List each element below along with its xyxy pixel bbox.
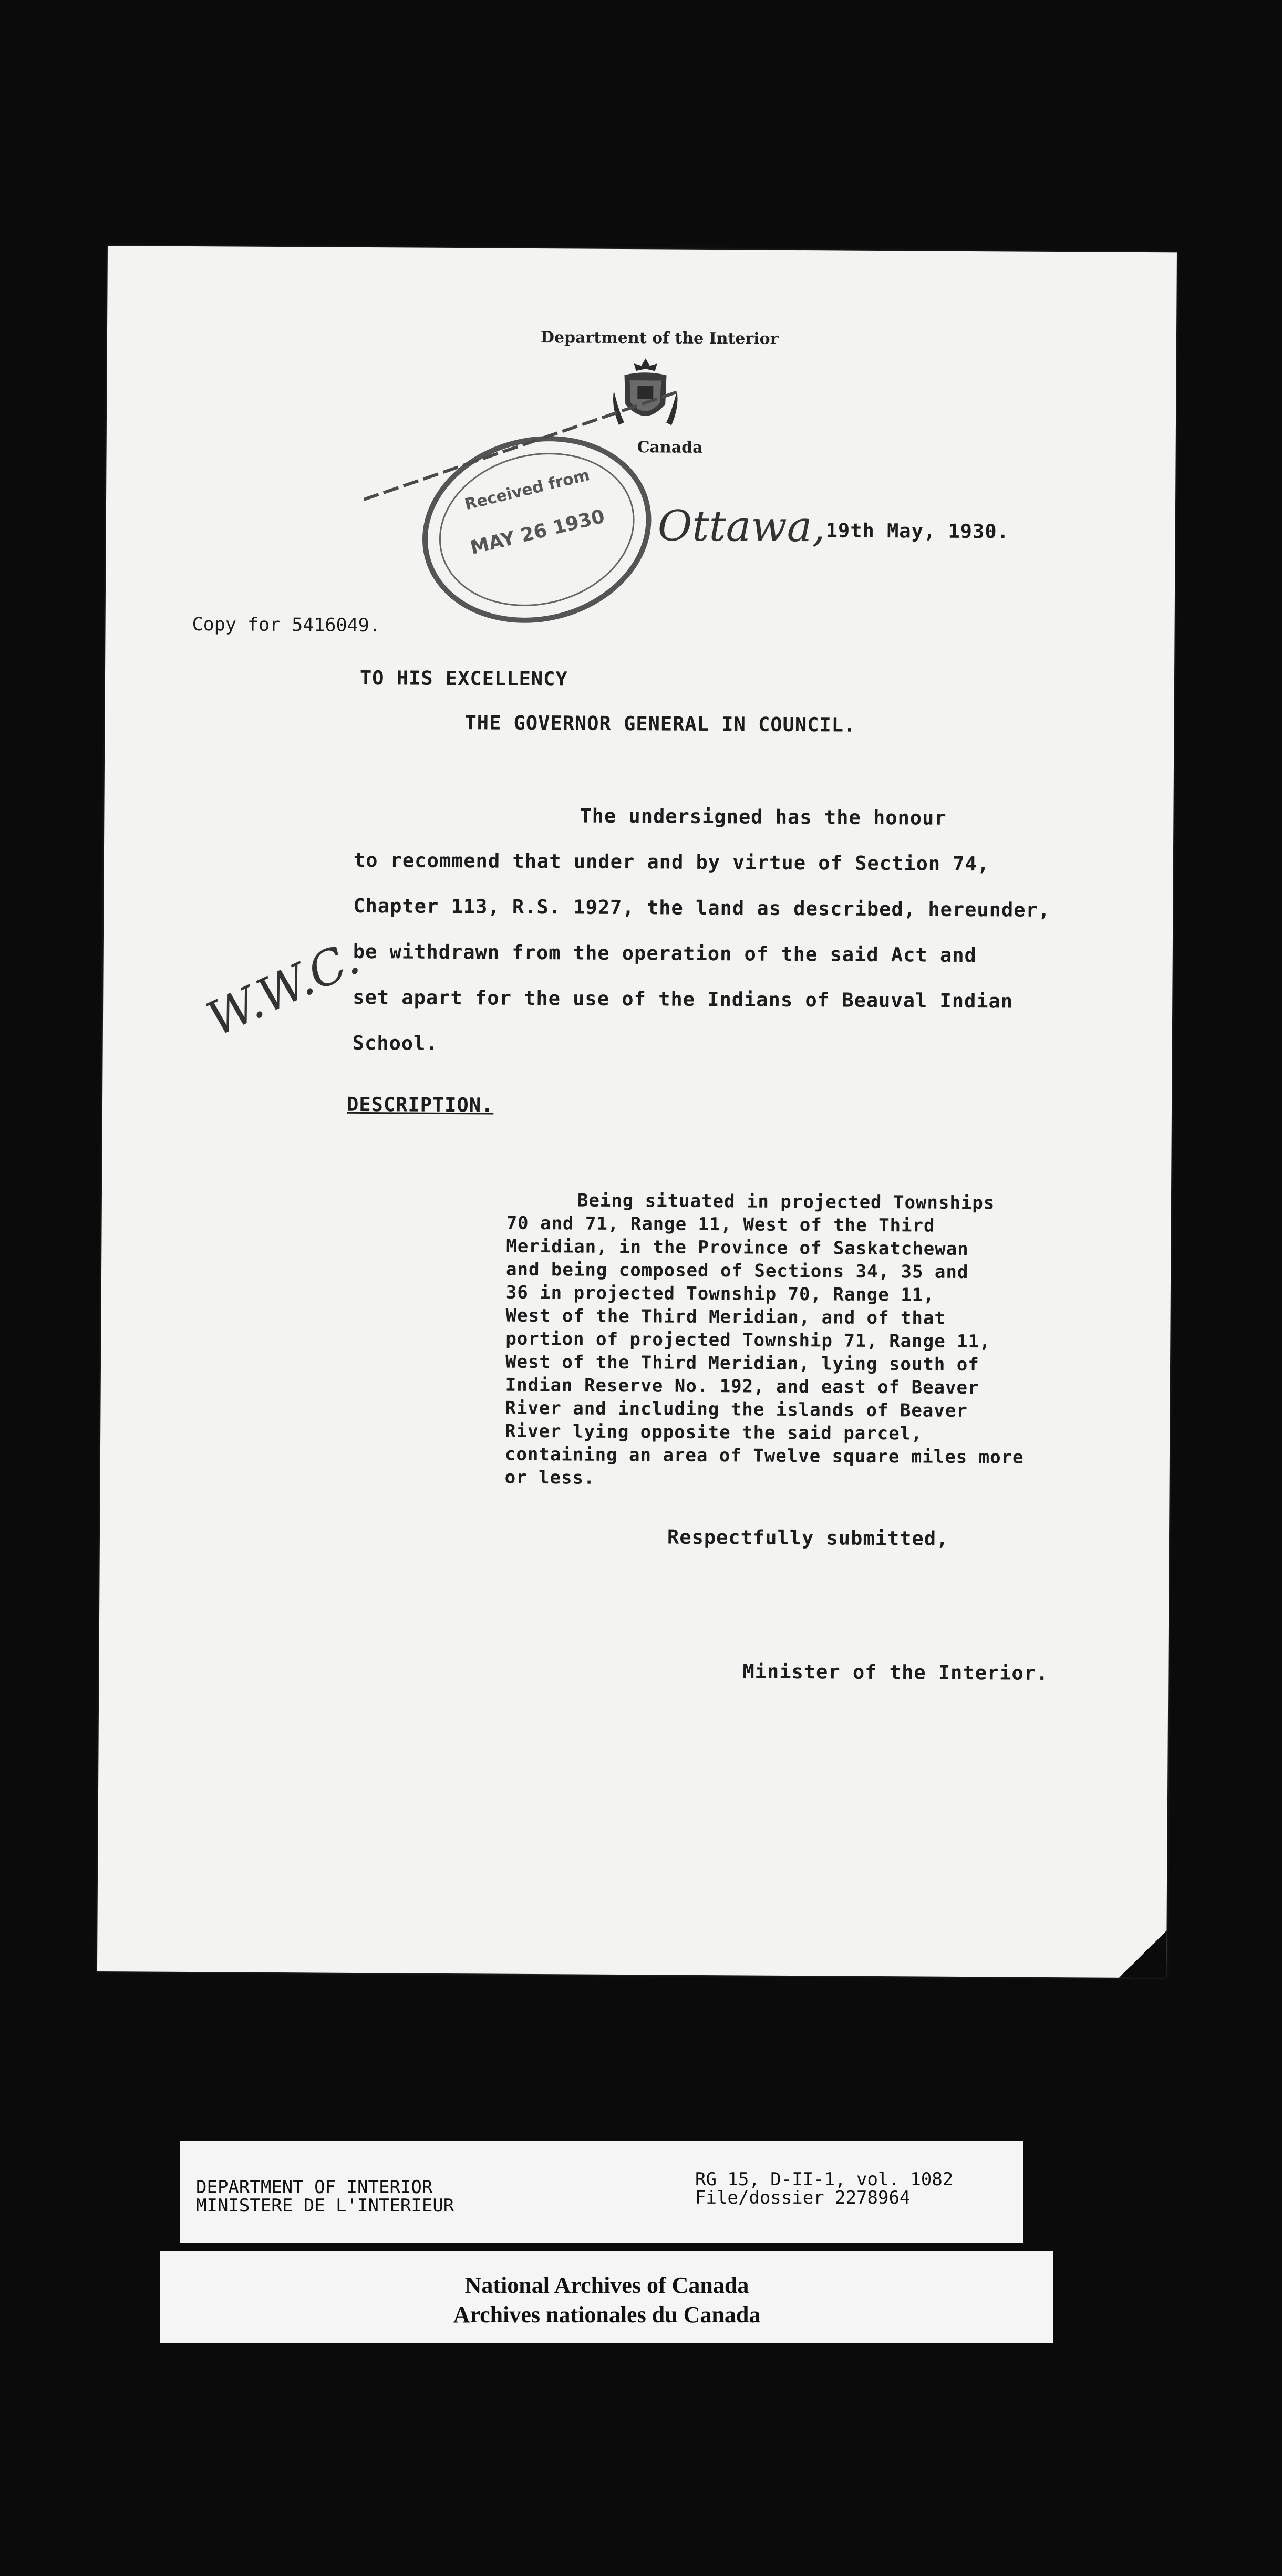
- letterhead-country: Canada: [637, 438, 703, 457]
- copy-reference: Copy for 5416049.: [192, 614, 380, 637]
- description-line: West of the Third Meridian, lying south of: [505, 1351, 979, 1376]
- description-line: 36 in projected Township 70, Range 11,: [505, 1282, 935, 1306]
- letterhead-department: Department of the Interior: [540, 328, 779, 348]
- recommendation-line: The undersigned has the honour: [580, 804, 947, 829]
- archive-file-number: File/dossier 2278964: [695, 2187, 911, 2208]
- document-page: [97, 246, 1177, 1978]
- closing: Respectfully submitted,: [667, 1525, 949, 1550]
- description-line: Being situated in projected Townships: [577, 1190, 995, 1214]
- description-line: portion of projected Township 71, Range 11,: [505, 1328, 991, 1353]
- archive-department-fr: MINISTERE DE L'INTERIEUR: [196, 2195, 454, 2216]
- margin-initials: W.W.C.: [199, 930, 368, 1047]
- letter-date: 19th May, 1930.: [825, 519, 1009, 543]
- stamp-line-mark: [364, 379, 701, 517]
- archive-department-en: DEPARTMENT OF INTERIOR: [196, 2177, 433, 2198]
- description-line: or less.: [504, 1467, 595, 1489]
- recommendation-line: be withdrawn from the operation of the said Act and: [353, 940, 977, 967]
- description-line: containing an area of Twelve square miles more: [504, 1443, 1024, 1468]
- recommendation-line: to recommend that under and by virtue of Section 74,: [353, 848, 990, 876]
- archive-reference-label: [180, 2141, 1023, 2243]
- archive-record-group: RG 15, D-II-1, vol. 1082: [695, 2169, 954, 2190]
- description-line: 70 and 71, Range 11, West of the Third: [506, 1212, 935, 1237]
- stamp-top-text: Received from: [463, 465, 592, 514]
- description-heading: DESCRIPTION.: [346, 1093, 494, 1117]
- addressee-line-1: TO HIS EXCELLENCY: [359, 666, 568, 691]
- description-line: River and including the islands of Beaver: [505, 1397, 968, 1422]
- recommendation-line: School.: [352, 1031, 438, 1055]
- archive-banner: [160, 2251, 1053, 2343]
- folded-corner: [1119, 1930, 1167, 1978]
- description-line: and being composed of Sections 34, 35 and: [505, 1259, 969, 1283]
- stamp-date: MAY 26 1930: [468, 505, 607, 559]
- description-line: River lying opposite the said parcel,: [505, 1420, 923, 1445]
- description-line: West of the Third Meridian, and of that: [505, 1305, 946, 1329]
- description-line: Indian Reserve No. 192, and east of Beaver: [505, 1374, 979, 1399]
- archive-banner-fr: Archives nationales du Canada: [453, 2302, 761, 2328]
- description-line: Meridian, in the Province of Saskatchewan: [506, 1235, 969, 1260]
- city-handwritten: Ottawa,: [657, 501, 826, 552]
- signatory: Minister of the Interior.: [742, 1660, 1049, 1685]
- recommendation-line: Chapter 113, R.S. 1927, the land as described, hereunder,: [353, 894, 1051, 921]
- recommendation-line: set apart for the use of the Indians of Beauval Indian: [353, 985, 1014, 1013]
- archive-banner-en: National Archives of Canada: [464, 2272, 749, 2298]
- addressee-line-2: THE GOVERNOR GENERAL IN COUNCIL.: [464, 711, 856, 736]
